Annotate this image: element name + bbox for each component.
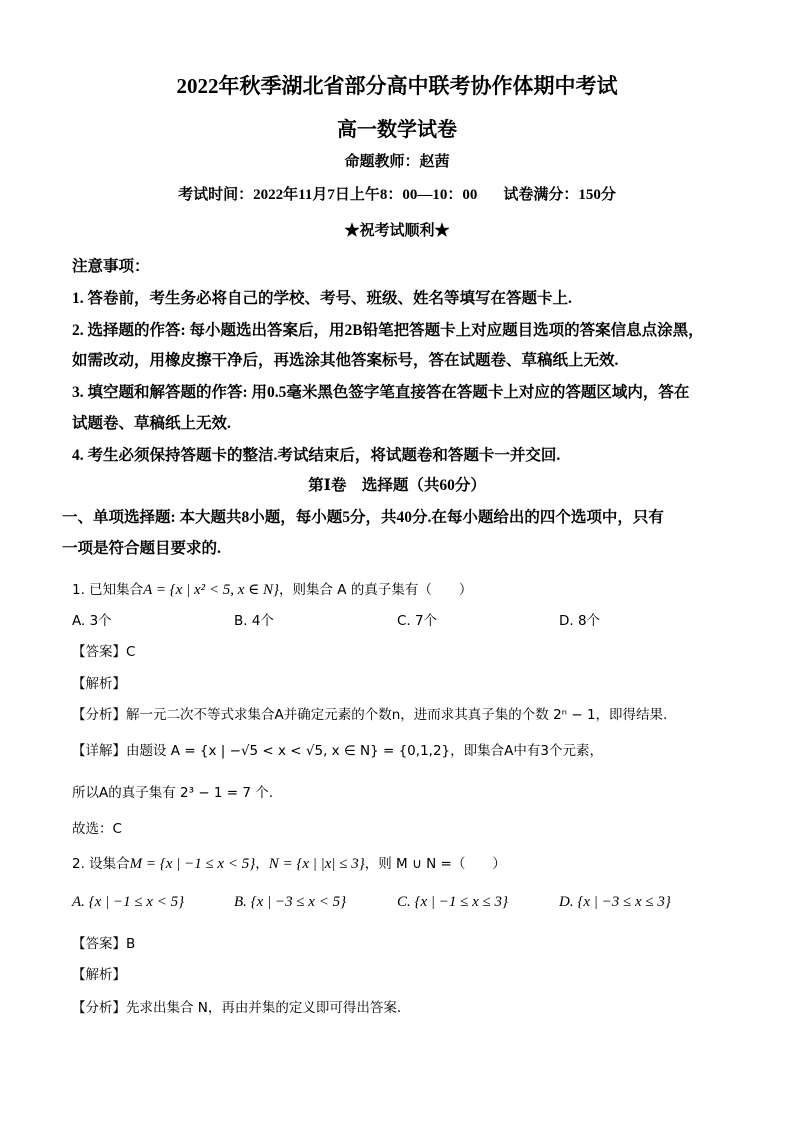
question-2-stem <box>72 852 506 873</box>
question-1-answer <box>72 640 135 660</box>
question-2-answer <box>72 932 135 952</box>
answer-tag: 【答案】 <box>72 644 126 660</box>
question-1-conclusion: 所以A的真子集有 2³ − 1 = 7 个. <box>72 785 274 801</box>
fenxi-tag: 【分析】 <box>72 707 126 723</box>
answer-value: C <box>126 644 136 660</box>
question-2-set-n: N = {x | |x| ≤ 3} <box>268 856 365 872</box>
question-1-set: A = {x | x² < 5, x ∈ N} <box>143 582 280 598</box>
question-2-set-m: M = {x | −1 ≤ x < 5} <box>129 856 256 872</box>
question-1-choose: 故选：C <box>72 821 122 837</box>
exam-full-score: 试卷满分：150分 <box>503 187 616 203</box>
xiangjie-tag: 【详解】 <box>72 743 126 759</box>
note-1: 1. 答卷前，考生务必将自己的学校、考号、班级、姓名等填写在答题卡上. <box>72 290 572 307</box>
question-2-fenxi <box>72 996 401 1016</box>
section-intro-line-2: 一项是符合题目要求的. <box>62 540 221 557</box>
question-1-analysis-tag: 【解析】 <box>72 676 126 692</box>
note-2-line-2: 如需改动，用橡皮擦干净后，再选涂其他答案标号，答在试题卷、草稿纸上无效. <box>72 352 619 369</box>
question-2-analysis-tag: 【解析】 <box>72 967 126 983</box>
fenxi-tag: 【分析】 <box>72 1000 126 1016</box>
fenxi-text: 解一元二次不等式求集合A并确定元素的个数n，进而求其真子集的个数 2ⁿ − 1，即得结果. <box>126 707 668 723</box>
xiangjie-text: 由题设 A = {x | −√5 < x < √5, x ∈ N} = {0,1,2}，即集合A中有3个元素， <box>126 743 603 759</box>
question-2-sep: ， <box>255 856 269 872</box>
exam-author: 命题教师：赵茜 <box>344 154 450 170</box>
exam-subtitle: 高一数学试卷 <box>337 119 457 141</box>
note-3-line-1: 3. 填空题和解答题的作答: 用0.5毫米黑色签字笔直接答在答题卡上对应的答题区域内，答在 <box>72 384 690 401</box>
exam-title: 2022年秋季湖北省部分高中联考协作体期中考试 <box>176 74 618 98</box>
question-2-option-a: A. {x | −1 ≤ x < 5} <box>72 894 185 910</box>
question-1-stem <box>72 578 472 599</box>
question-1-option-d: D. 8个 <box>559 613 601 629</box>
note-4: 4. 考生必须保持答题卡的整洁.考试结束后，将试题卷和答题卡一并交回. <box>72 447 561 464</box>
question-2-suffix: ，则 M ∪ N =（ ） <box>364 856 506 872</box>
question-1-option-b: B. 4个 <box>234 613 274 629</box>
question-2-option-b: B. {x | −3 ≤ x < 5} <box>234 894 347 910</box>
question-1-option-a: A. 3个 <box>72 613 112 629</box>
question-1-prefix: 1. 已知集合 <box>72 582 144 598</box>
question-1-option-c: C. 7个 <box>397 613 438 629</box>
answer-tag: 【答案】 <box>72 936 126 952</box>
exam-wish: ★祝考试顺利★ <box>344 223 450 239</box>
fenxi-text: 先求出集合 N，再由并集的定义即可得出答案. <box>126 1000 402 1016</box>
answer-value: B <box>126 936 136 952</box>
note-3-line-2: 试题卷、草稿纸上无效. <box>72 415 231 432</box>
question-1-xiangjie <box>72 739 603 759</box>
question-2-option-d: D. {x | −3 ≤ x ≤ 3} <box>559 894 671 910</box>
question-1-suffix: ，则集合 A 的真子集有（ ） <box>279 582 473 598</box>
exam-time: 考试时间：2022年11月7日上午8：00—10：00 <box>178 187 478 203</box>
section-intro-line-1: 一、单项选择题: 本大题共8小题，每小题5分，共40分.在每小题给出的四个选项中，只有 <box>62 509 664 526</box>
exam-meta <box>0 183 794 204</box>
part-title: 第Ⅰ卷 选择题（共60分） <box>308 477 486 494</box>
question-1-fenxi <box>72 703 667 723</box>
question-2-option-c: C. {x | −1 ≤ x ≤ 3} <box>397 894 509 910</box>
notes-heading: 注意事项： <box>72 258 150 275</box>
note-2-line-1: 2. 选择题的作答: 每小题选出答案后，用2B铅笔把答题卡上对应题目选项的答案信息点涂黑， <box>72 322 704 339</box>
question-2-prefix: 2. 设集合 <box>72 856 130 872</box>
